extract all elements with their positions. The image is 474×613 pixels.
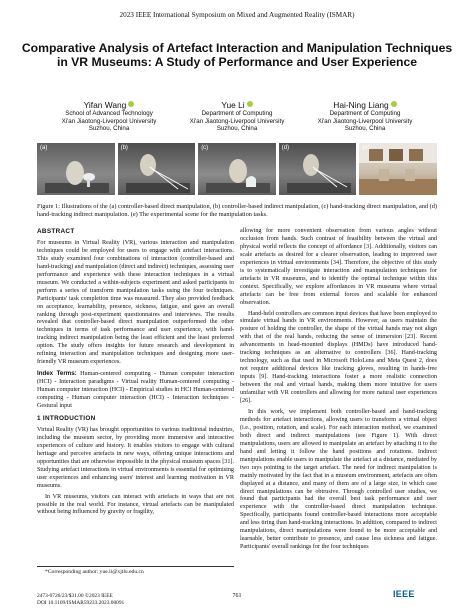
panel-label: (c) <box>201 145 209 151</box>
author-affiliation: Department of Computing <box>201 110 273 117</box>
conference-header: 2023 IEEE International Symposium on Mixed and Augmented Reality (ISMAR) <box>119 11 355 19</box>
author-affiliation: Suzhou, China <box>88 125 130 133</box>
teaser-figure <box>37 143 437 195</box>
author-affiliation: Suzhou, China <box>344 125 386 133</box>
author-affiliation: Xi'an Jiaotong-Liverpool University <box>189 117 285 125</box>
footnote: *Corresponding author: yue.li@xjtlu.edu.cn <box>37 566 234 575</box>
author-affiliation: Xi'an Jiaotong-Liverpool University <box>317 117 413 125</box>
author-affiliation: Suzhou, China <box>216 125 258 133</box>
panel-label: (d) <box>281 145 290 151</box>
body-paragraph-1: allowing for more convenient observation from various angles without occlusion from hands. Such contrast of feasibility between the virtual and physical world reflects the concept of affordance [3]. Additionally, visitors can scale artefacts as desired for a clearer observation, leading to improved user experiences in virtual environments [34]. Therefore, the objective of this study is to systematically investigate interaction and manipulation techniques for artefacts in VR museums, and to identify the optimal technique within this context. Specifically, we explore affordances in VR museums where virtual artefacts can be free from external forces and scalable for enhanced observation. <box>240 228 437 306</box>
orcid-icon[interactable] <box>128 101 134 107</box>
hand-direct-illustration <box>198 143 276 195</box>
doi-line[interactable]: DOI 10.1109/ISMAR59233.2023.00091 <box>37 600 125 606</box>
index-terms-label: Index Terms: <box>37 370 77 378</box>
right-column <box>240 228 437 555</box>
experimental-scene-illustration <box>359 143 437 195</box>
ieee-logo: IEEE <box>393 589 415 599</box>
author-3 <box>290 100 440 133</box>
panel-label: (b) <box>120 145 128 151</box>
index-terms <box>37 370 234 411</box>
copyright-line: 2473-0726/23/$31.00 ©2023 IEEE <box>37 593 113 599</box>
intro-paragraph-1: Virtual Reality (VR) has brought opportunities to various traditional industries, including the museum sector, by providing more immersive and interactive experiences of culture and history. It enables visitors to engage with cultural heritage and perceive artefacts in new ways, offering unique interactions and opportunities that are otherwise impossible in the physical museum spaces [31]. Studying artefact interactions in virtual environments is essential for optimising user experiences and enhancing users' interest and learning motivation in VR museums. <box>37 426 234 489</box>
figure-panel-c <box>198 143 276 195</box>
figure-panel-d <box>279 143 357 195</box>
panel-label: (a) <box>40 145 48 151</box>
controller-indirect-illustration <box>118 143 196 195</box>
orcid-icon[interactable] <box>247 101 253 107</box>
abstract-text: For museums in Virtual Reality (VR), various interaction and manipulation techniques could be employed for users to engage with artefact interactions. This study examined four combinations of interaction (controller-based and hand-tracking) and manipulation (direct and indirect) techniques, assessing user performance and experience with these interaction techniques in a virtual museum. We conducted a within-subjects experiment and asked participants to perform a series of transform manipulation tasks using the four techniques. Participants' task completion time was measured. They also provided feedback on acceptance, learnability, presence, sickness, fatigue, and gave an overall ranking through post-experiment questionnaires and interviews. The results revealed that controller-based direct manipulation outperformed the other techniques in terms of task performance and user experience, with hand-tracking indirect manipulation being the least efficient and the least preferred option. The study offers insights for future research and development in refining interaction and manipulation techniques and designing more user-friendly VR museum experiences. <box>37 239 234 366</box>
page-number: 761 <box>232 593 242 599</box>
body-paragraph-2: Hand-held controllers are common input devices that have been employed to simulate virtual hands in VR environments. However, as users maintain the posture of holding the controller, the shape of the virtual hands may not align with that of the real hands, reducing the sense of immersion [23]. Recent advancements in head-mounted displays (HMDs) have introduced hand-tracking techniques as an alternative to controllers [36]. Hand-tracking technology, such as that used in Microsoft HoloLens and Meta Quest 2, does not require additional devices like tracking gloves, resulting in hands-free inputs [9]. Hand-tracking interactions foster a more realistic connection between the real and virtual hands, making them more intuitive for users unfamiliar with VR controllers and allowing for more natural user experiences [26]. <box>240 310 437 405</box>
hand-indirect-illustration <box>279 143 357 195</box>
author-affiliation: Department of Computing <box>329 110 401 117</box>
figure-caption: Figure 1: Illustrations of the (a) controller-based direct manipulation, (b) controller-based indirect manipulation, (c) hand-tracking direct manipulation, and (d) hand-tracking indirect manipulation. (e) The experimental scene for the manipulation tasks. <box>37 203 437 218</box>
author-name: Yifan Wang <box>83 100 127 110</box>
orcid-icon[interactable] <box>391 101 397 107</box>
author-affiliation: School of Advanced Technology <box>65 110 153 117</box>
intro-heading: 1 INTRODUCTION <box>37 414 96 422</box>
body-paragraph-3: In this work, we implement both controller-based and hand-tracking methods for artefact interactions, allowing users to transform a virtual object (i.e., position, rotation, and scale). For each interaction method, we examined both direct and indirect manipulations (see Figure 1). With direct manipulations, users are allowed to manipulate an artefact by attaching it to the hand and letting it follow the hand positions and rotations. Indirect manipulations enable users to manipulate the artefact at a distance, mediated by two rays pointing to the target artefact. The need for indirect manipulation is mainly motivated by the fact that in a museum environment, artefacts are often displayed at a distance, and many of them are of a large size, in which case direct manipulations can be obtrusive. Through controlled user studies, we found that participants had the overall best task performance and user experience with the controller-based direct manipulation technique. Specifically, participants found controller-based interactions more acceptable and less tiring than hand-tracking interactions. In addition, compared to indirect manipulations, direct manipulations were found to be more acceptable and learnable, better contribute to presence, and cause less sickness and fatigue. Participants' overall rankings for the four techniques <box>240 408 437 551</box>
figure-panel-a <box>37 143 115 195</box>
left-column <box>37 228 234 520</box>
paper-title: Comparative Analysis of Artefact Interaction and Manipulation Techniques in VR Museums: A Study of Performance and User Experience <box>21 41 453 69</box>
author-name: Yue Li <box>221 100 245 110</box>
panel-label: (e) <box>362 145 370 151</box>
author-name: Hai-Ning Liang <box>333 100 389 110</box>
figure-panel-b <box>118 143 196 195</box>
figure-panel-e <box>359 143 437 195</box>
index-terms-text: Human-centered computing - Human computer interaction (HCI) - Interaction paradigms - Virtual reality Human-centered computing - Human computer interaction (HCI) - Empirical studies in HCI Human-centered computing - Human computer interaction (HCI) - Interaction techniques - Gestural input <box>37 371 234 410</box>
abstract-heading: ABSTRACT <box>37 228 75 235</box>
intro-paragraph-2: In VR museums, visitors can interact with artefacts in ways that are not possible in the real world. For instance, virtual artefacts can be manipulated without being influenced by gravity or fragility, <box>37 493 234 516</box>
controller-direct-illustration <box>37 143 115 195</box>
author-affiliation: Xi'an Jiaotong-Liverpool University <box>61 117 157 125</box>
